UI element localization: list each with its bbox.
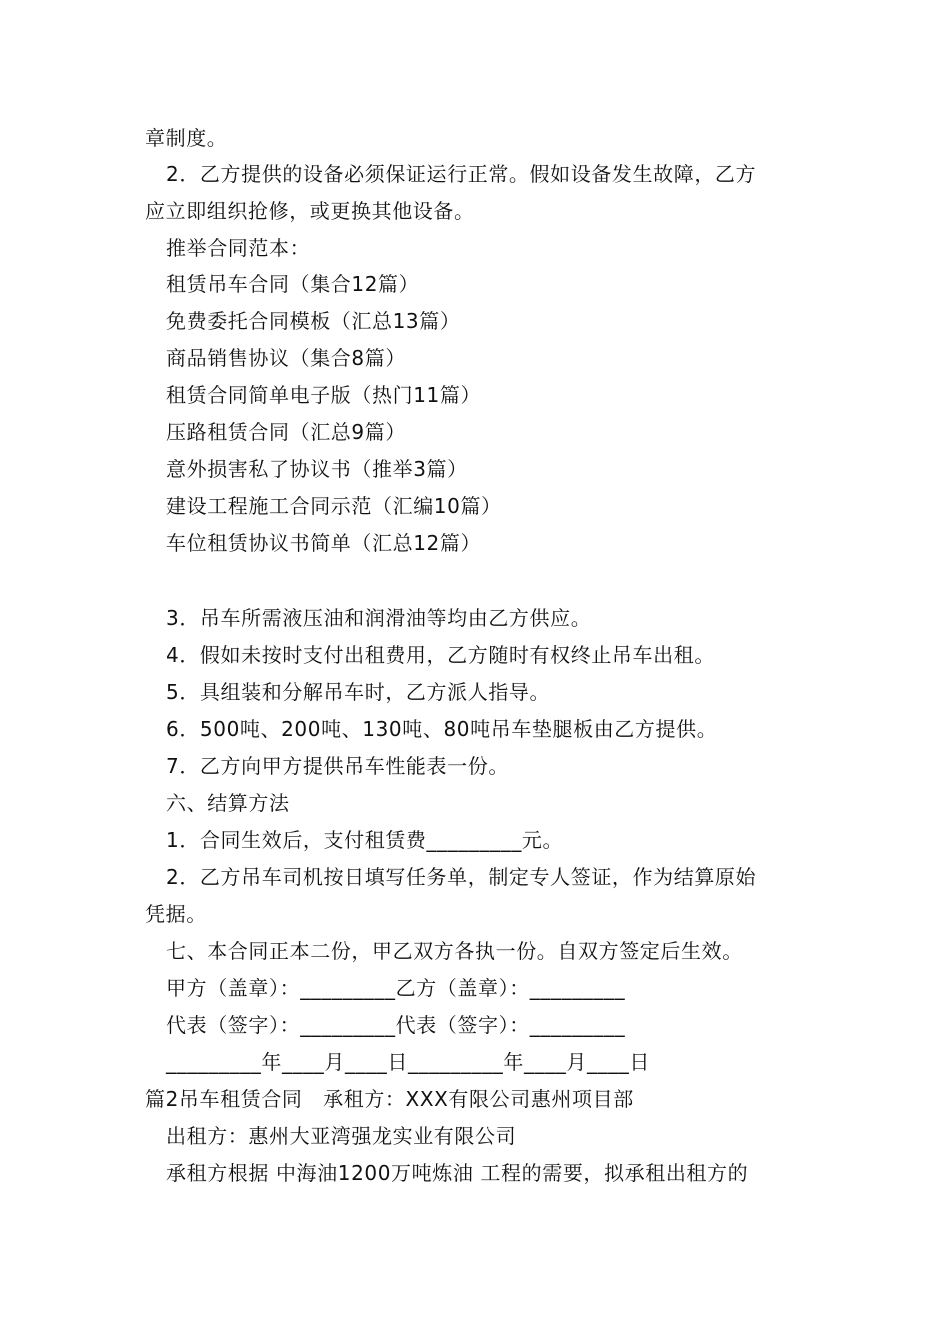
text-line: 推举合同范本： [166,236,311,260]
list-item: 建设工程施工合同示范（汇编10篇） [166,494,502,518]
section-heading: 六、结算方法 [166,791,290,815]
text-line: 承租方根据 中海油1200万吨炼油 工程的需要，拟承租出租方的 [166,1161,749,1185]
article-heading: 篇2吊车租赁合同 承租方：XXX有限公司惠州项目部 [145,1087,634,1111]
list-item: 压路租赁合同（汇总9篇） [166,420,406,444]
text-line: 应立即组织抢修，或更换其他设备。 [145,199,475,223]
list-item: 租赁合同简单电子版（热门11篇） [166,383,482,407]
text-line: 出租方：惠州大亚湾强龙实业有限公司 [166,1124,517,1148]
list-item: 租赁吊车合同（集合12篇） [166,272,420,296]
text-line: 1．合同生效后，支付租赁费_________元。 [166,828,564,852]
signature-line: 甲方（盖章）：_________乙方（盖章）：_________ [166,976,626,1000]
text-line: 5．具组装和分解吊车时，乙方派人指导。 [166,680,551,704]
text-line: 3．吊车所需液压油和润滑油等均由乙方供应。 [166,606,592,630]
list-item: 商品销售协议（集合8篇） [166,346,406,370]
text-line: 2．乙方吊车司机按日填写任务单，制定专人签证，作为结算原始 [166,865,757,889]
list-item: 车位租赁协议书简单（汇总12篇） [166,531,482,555]
list-item: 意外损害私了协议书（推举3篇） [166,457,468,481]
text-line: 6．500吨、200吨、130吨、80吨吊车垫腿板由乙方提供。 [166,717,718,741]
list-item: 免费委托合同模板（汇总13篇） [166,309,461,333]
text-line: 4．假如未按时支付出租费用，乙方随时有权终止吊车出租。 [166,643,715,667]
signature-line: 代表（签字）：_________代表（签字）：_________ [166,1013,626,1037]
text-line: 凭据。 [145,902,207,926]
text-line: 章制度。 [145,126,228,150]
date-line: _________年____月____日_________年____月____日 [166,1050,650,1074]
section-heading: 七、本合同正本二份，甲乙双方各执一份。自双方签定后生效。 [166,939,743,963]
text-line: 7．乙方向甲方提供吊车性能表一份。 [166,754,509,778]
text-line: 2．乙方提供的设备必须保证运行正常。假如设备发生故障，乙方 [166,162,757,186]
